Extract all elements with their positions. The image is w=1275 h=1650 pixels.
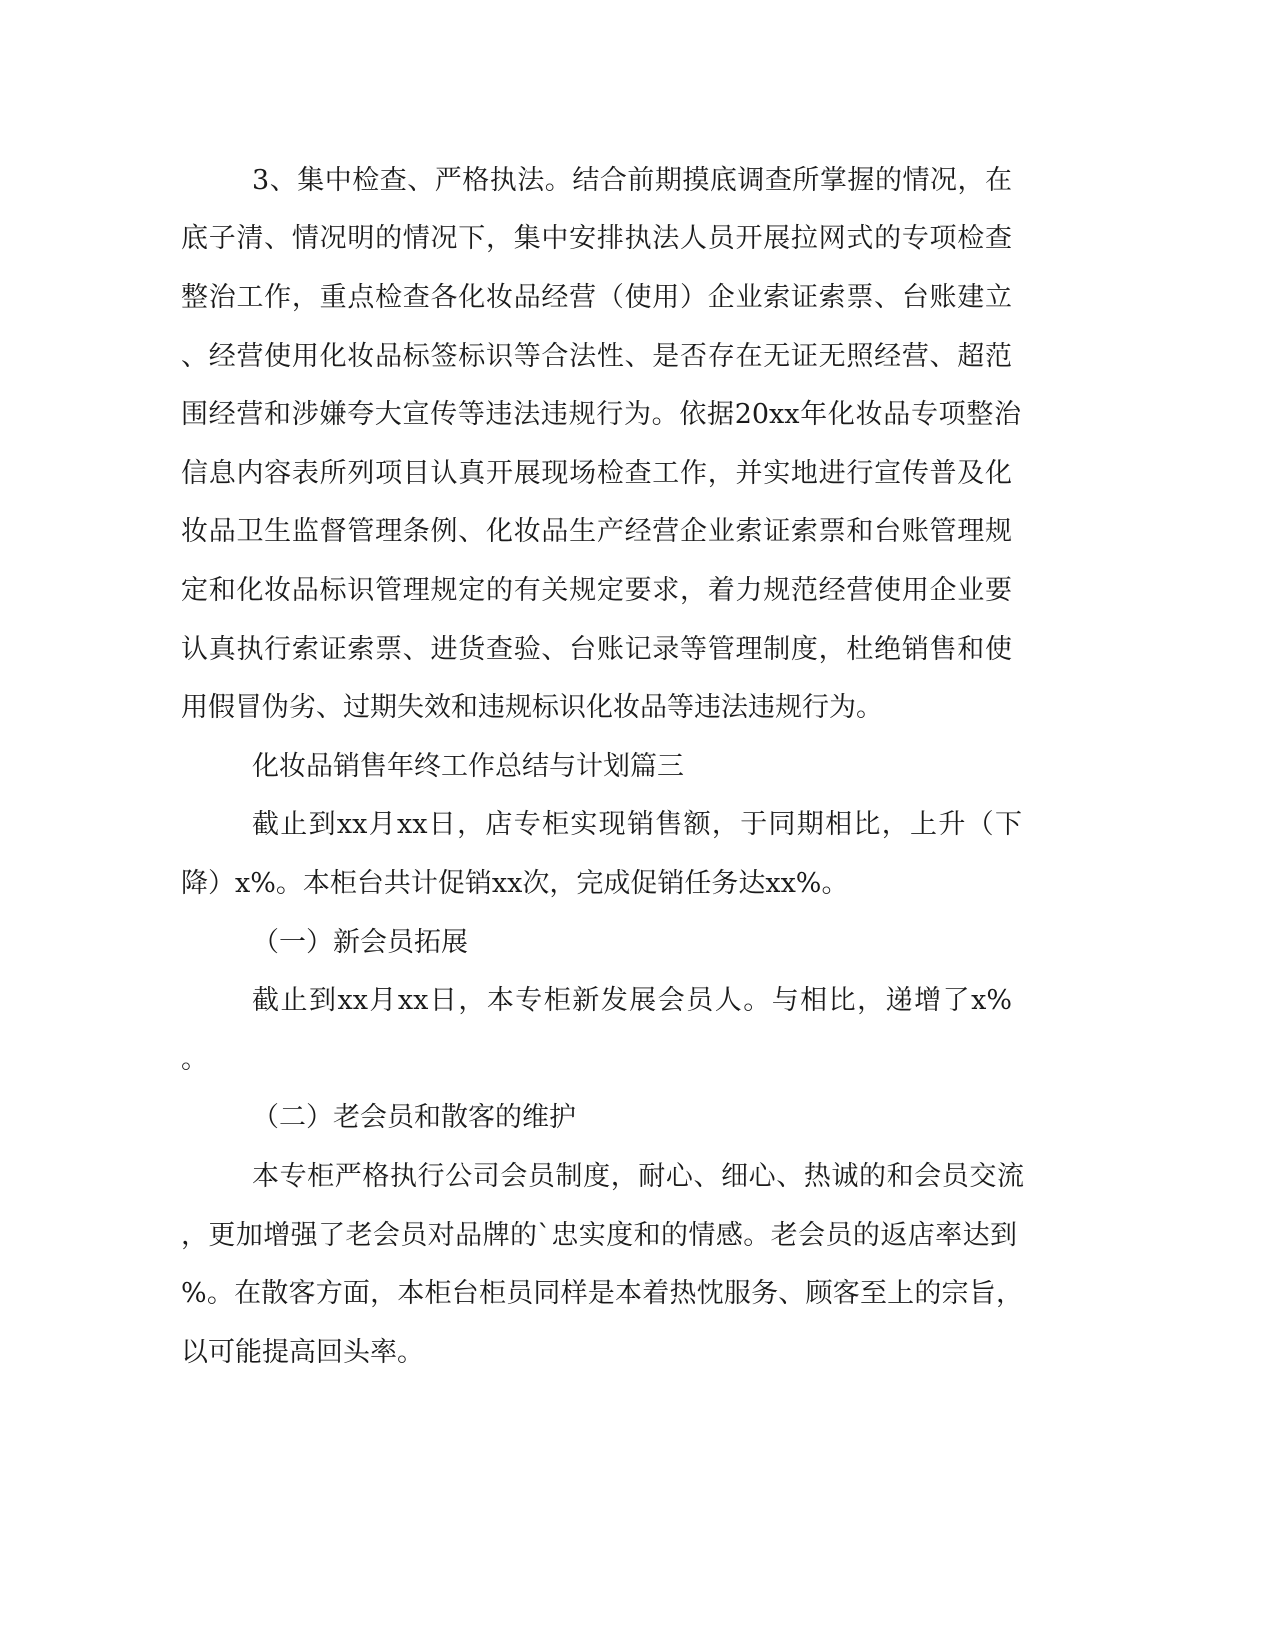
paragraph-line: 用假冒伪劣、过期失效和违规标识化妆品等违法违规行为。 [181, 692, 883, 723]
paragraph-line: 妆品卫生监督管理条例、化妆品生产经营企业索证索票和台账管理规 [181, 516, 1012, 547]
paragraph-line: 认真执行索证索票、进货查验、台账记录等管理制度，杜绝销售和使 [181, 634, 1012, 665]
paragraph-line: 截止到xx月xx日，本专柜新发展会员人。与相比，递增了x% [252, 985, 1012, 1016]
paragraph-line: 定和化妆品标识管理规定的有关规定要求，着力规范经营使用企业要 [181, 575, 1012, 606]
paragraph-line: 。 [181, 1044, 208, 1075]
section-title: 化妆品销售年终工作总结与计划篇三 [252, 751, 684, 782]
paragraph-line: 底子清、情况明的情况下，集中安排执法人员开展拉网式的专项检查 [181, 223, 1012, 254]
paragraph-line: 整治工作，重点检查各化妆品经营（使用）企业索证索票、台账建立 [181, 282, 1012, 313]
paragraph-line: 信息内容表所列项目认真开展现场检查工作，并实地进行宣传普及化 [181, 458, 1012, 489]
paragraph-line: 截止到xx月xx日，店专柜实现销售额，于同期相比，上升（下 [252, 809, 1022, 840]
paragraph-line: 、经营使用化妆品标签标识等合法性、是否存在无证无照经营、超范 [181, 341, 1012, 372]
paragraph-line: 3、集中检查、严格执法。结合前期摸底调查所掌握的情况，在 [252, 165, 1012, 196]
paragraph-line: 以可能提高回头率。 [181, 1337, 424, 1368]
paragraph-line: 围经营和涉嫌夸大宣传等违法违规行为。依据20xx年化妆品专项整治 [181, 399, 1021, 430]
subheading: （二）老会员和散客的维护 [252, 1102, 576, 1133]
paragraph-line: 降）x%。本柜台共计促销xx次，完成促销任务达xx%。 [181, 868, 849, 899]
paragraph-line: 本专柜严格执行公司会员制度，耐心、细心、热诚的和会员交流 [252, 1161, 1024, 1192]
paragraph-line: ，更加增强了老会员对品牌的`忠实度和的情感。老会员的返店率达到 [181, 1220, 1017, 1251]
subheading: （一）新会员拓展 [252, 927, 468, 958]
paragraph-line: %。在散客方面，本柜台柜员同样是本着热忱服务、顾客至上的宗旨， [181, 1278, 1023, 1309]
